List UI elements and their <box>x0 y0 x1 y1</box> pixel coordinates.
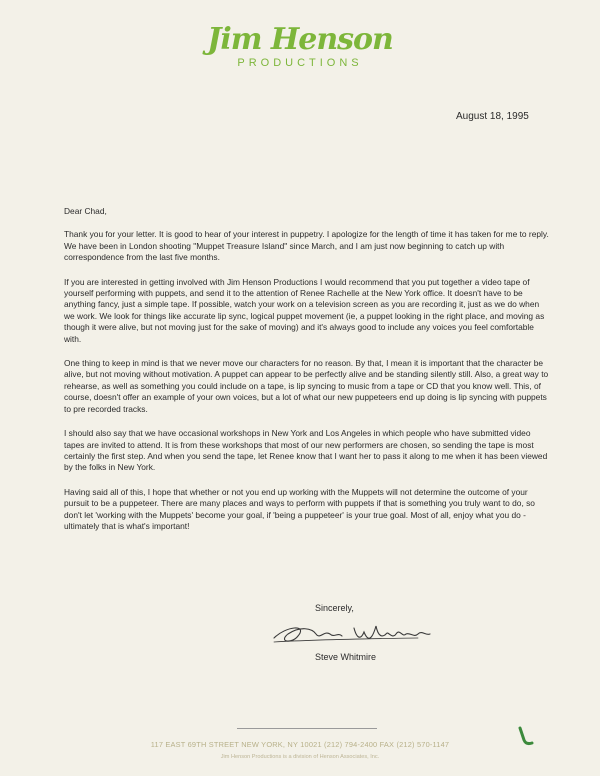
letter-body <box>64 206 550 545</box>
handwritten-signature <box>268 616 438 648</box>
signature-graphic <box>268 616 438 648</box>
letterhead-logo <box>0 24 600 70</box>
logo-wordmark: Jim Henson <box>207 22 393 57</box>
paragraph-4: I should also say that we have occasional workshops in New York and Los Angeles in which people who have submitted video tapes are invited to attend. It is from these workshops that most of our new performers are chosen, so sending the tape is most certainly the first step. And when you send the tape, let Renee know that I want her to pass it along to me when it has been viewed by the folks in New York. <box>64 428 548 473</box>
paragraph-5: Having said all of this, I hope that whether or not you end up working with the Muppets will not determine the outcome of your pursuit to be a puppeteer. There are many places and ways to perform with puppets if that is something you truly want to do, so don't let 'working with the Muppets' become your goal, if 'being a puppeteer' is your true goal. Most of all, enjoy what you do - ultimately that is what's important! <box>64 486 535 531</box>
letter-date: August 18, 1995 <box>456 111 529 122</box>
footer-divider <box>237 728 377 729</box>
footer-address: 117 EAST 69TH STREET NEW YORK, NY 10021 (212) 794-2400 FAX (212) 570-1147 <box>150 740 450 749</box>
greeting: Dear Chad, <box>64 206 107 216</box>
corner-mark-icon <box>514 724 538 748</box>
paragraph-1: Thank you for your letter. It is good to hear of your interest in puppetry. I apologize for the length of time it has taken for me to reply. We have been in London shooting "Muppet Treasure Island" since March, and I am just now beginning to catch up with correspondence from the last five months. <box>64 229 549 263</box>
logo-subtitle: PRODUCTIONS <box>237 57 363 69</box>
closing: Sincerely, <box>315 603 354 613</box>
paragraph-2: If you are interested in getting involved with Jim Henson Productions I would recommend that you put together a video tape of yourself performing with puppets, and send it to the attention of Renee Rachelle at the New York office. It doesn't have to be anything fancy, just a simple tape. If possible, watch your work on a television screen as you are recording it, just as we do when we work. We look for things like accurate lip sync, logical puppet movement (ie, a puppet looking in the right place, and moving as though it were alive, but not moving just for the sake of moving) and it's always good to include any voices you feel comfortable with. <box>64 276 545 344</box>
signer-name: Steve Whitmire <box>315 652 377 662</box>
paragraph-3: One thing to keep in mind is that we never move our characters for no reason. By that, I mean it is important that the character be alive, but not moving without motivation. A puppet can appear to be perfectly alive and be standing silently still. Also, a great way to rehearse, as well as something you could include on a tape, is lip syncing to music from a tape or CD that you know well. This, of course, doesn't offer an example of your own voices, but a lot of what our new puppeteers end up doing is lip syncing with puppets to pre recorded tracks. <box>64 358 549 414</box>
footer-note: Jim Henson Productions is a division of Henson Associates, Inc. <box>220 754 380 760</box>
